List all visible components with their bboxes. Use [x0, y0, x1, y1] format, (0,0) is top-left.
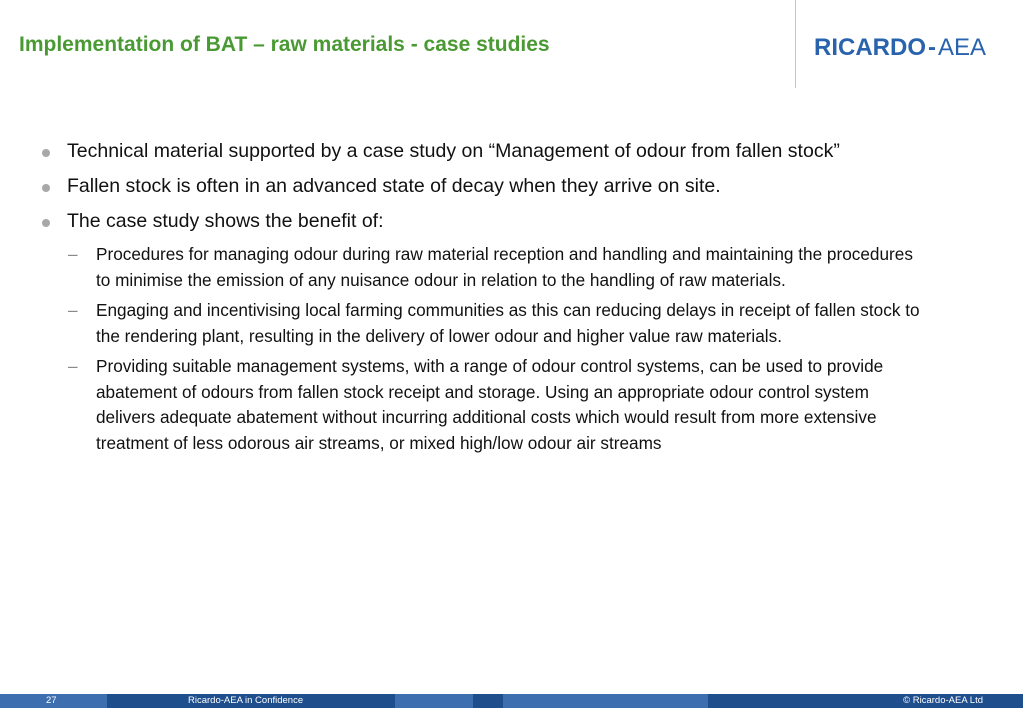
sub-bullet-text: Providing suitable management systems, with a range of odour control systems, can be used to provide abatement of odours from fallen stock receipt and storage. Using an appropriate odour control system delivers adequate abatement without incurring additional costs which would result from more extensive treatment of less odorous air streams, or mixed high/low odour air streams: [96, 356, 884, 453]
bullet-dot-icon: [42, 219, 50, 227]
confidentiality-notice: Ricardo-AEA in Confidence: [188, 695, 304, 706]
sub-bullet-text: Engaging and incentivising local farming communities as this can reducing delays in receipt of fallen stock to the rendering plant, resulting in the delivery of lower odour and higher value raw materials.: [96, 300, 920, 346]
bullet-item: [40, 137, 930, 165]
sub-bullet-text: Procedures for managing odour during raw material reception and handling and maintaining the procedures to minimise the emission of any nuisance odour in relation to the handling of raw materials.: [96, 244, 913, 290]
sub-bullet-item: [40, 298, 930, 349]
slide-content: [40, 137, 930, 461]
bullet-item: [40, 172, 930, 200]
logo-dash: -: [928, 34, 936, 61]
bullet-dot-icon: [42, 184, 50, 192]
sub-bullet-dash: –: [68, 300, 78, 320]
logo-text-aea: AEA: [938, 34, 987, 61]
sub-bullet-item: [40, 242, 930, 293]
bullet-dot-icon: [42, 149, 50, 157]
sub-bullet-item: [40, 354, 930, 456]
bullet-text: Technical material supported by a case study on “Management of odour from fallen stock”: [67, 140, 840, 162]
footer-bar: [0, 694, 1023, 708]
footer-segment: [503, 694, 708, 708]
bullet-item: [40, 207, 930, 235]
ricardo-aea-logo: [814, 33, 986, 63]
slide-title: Implementation of BAT – raw materials - case studies: [19, 33, 550, 56]
sub-bullet-dash: –: [68, 244, 78, 264]
bullet-text: The case study shows the benefit of:: [67, 210, 384, 232]
header-divider: [795, 0, 796, 88]
sub-bullet-dash: –: [68, 356, 78, 376]
page-number: 27: [46, 695, 57, 706]
footer-segment: [395, 694, 473, 708]
copyright-notice: © Ricardo-AEA Ltd: [903, 695, 983, 706]
bullet-text: Fallen stock is often in an advanced state of decay when they arrive on site.: [67, 175, 721, 197]
logo-text-ricardo: RICARDO: [814, 34, 926, 61]
